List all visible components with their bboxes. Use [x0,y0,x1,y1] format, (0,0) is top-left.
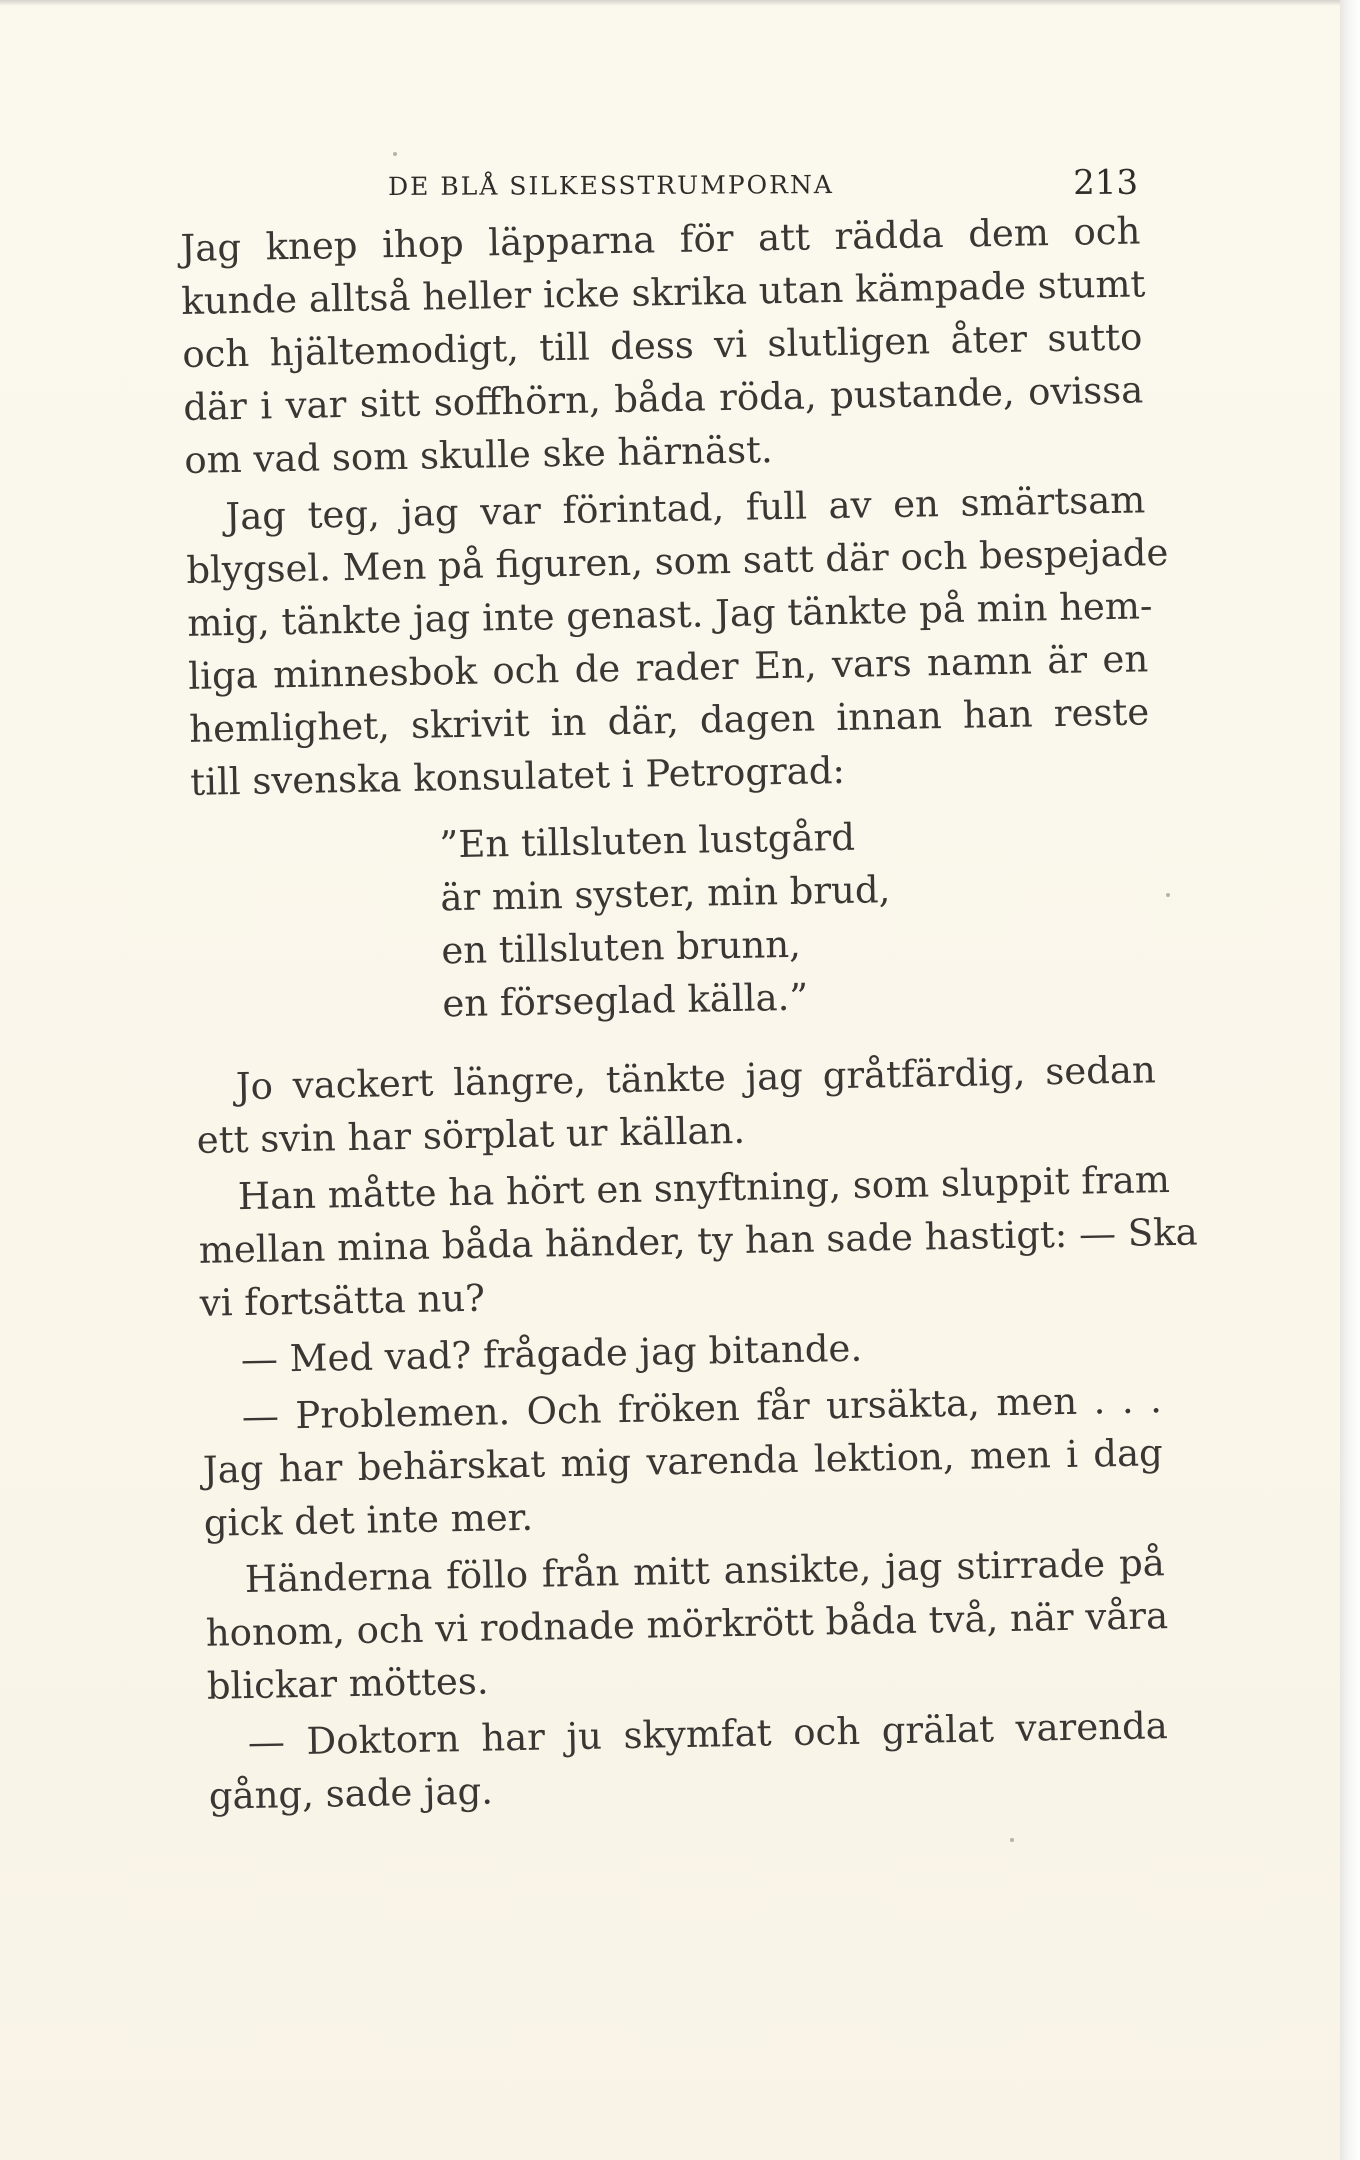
text-line: — Problemen. Och fröken får ursäkta, men . . . [241,1378,1163,1439]
verse-line: är min syster, min brud, [440,868,891,920]
paragraph [195,1043,1157,1167]
paragraph [197,1153,1198,1330]
text-line: om vad som skulle ske härnäst. [183,428,774,482]
verse-quote [191,805,1155,1035]
text-line: Händerna föllo från mitt ansikte, jag stirrade på [244,1541,1166,1602]
paper-speck [393,152,397,156]
text-line: Han måtte ha hört en snyftning, som sluppit fram [237,1158,1171,1219]
paragraph [180,204,1145,487]
paragraph [207,1699,1169,1823]
text-line: mig, tänkte jag inte genast. Jag tänkte på min hem- [186,584,1153,645]
running-head [388,162,1139,208]
text-line: Jag har behärskat mig varenda lektion, men i dag [202,1431,1164,1492]
text-line: ett svin har sörplat ur källan. [196,1108,746,1162]
text-line: där i var sitt soffhörn, båda röda, pustande, ovissa [183,368,1144,429]
text-line: Jag teg, jag var förintad, full av en smärtsam [225,478,1146,539]
text-line: — Med vad? frågade jag bitande. [240,1326,863,1382]
paragraph [204,1536,1167,1713]
text-line: Jag knep ihop läpparna för att rädda dem och [180,209,1141,270]
paragraph [201,1373,1164,1550]
paragraph [185,473,1169,809]
paper-speck [1166,893,1170,897]
text-line: hemlighet, skrivit in där, dagen innan han reste [188,690,1150,751]
text-line: Jo vackert längre, tänkte jag gråtfärdig, sedan [235,1048,1157,1109]
text-line: kunde alltså heller icke skrika utan kämpade stumt [181,262,1146,323]
text-line: honom, och vi rodnade mörkrött båda två, när våra [205,1594,1169,1655]
verse-line: ”En tillsluten lustgård [439,815,856,867]
text-line: mellan mina båda händer, ty han sade hastigt: — Ska [198,1210,1198,1272]
text-line: vi fortsätta nu? [199,1276,486,1325]
page-right-edge [1340,0,1360,2160]
text-line: och hjältemodigt, till dess vi slutligen åter sutto [182,315,1143,376]
body-text [180,204,1198,1822]
text-line: blygsel. Men på figuren, som satt där och bespejade [185,530,1169,592]
text-line: gång, sade jag. [208,1769,494,1818]
text-line: blickar möttes. [206,1659,489,1708]
page-number: 213 [1073,162,1139,204]
verse-line: en förseglad källa.” [441,975,809,1026]
text-line: liga minnesbok och de rader En, vars namn är en [187,637,1149,698]
text-line: till svenska konsulatet i Petrograd: [189,748,846,804]
paper-speck [1010,1838,1014,1842]
text-line: — Doktorn har ju skymfat och grälat varenda [247,1704,1169,1765]
running-title: DE BLÅ SILKESSTRUMPORNA [388,170,834,201]
page-top-edge [0,0,1340,6]
verse-line: en tillsluten brunn, [441,922,802,973]
text-line: gick det inte mer. [203,1495,534,1545]
